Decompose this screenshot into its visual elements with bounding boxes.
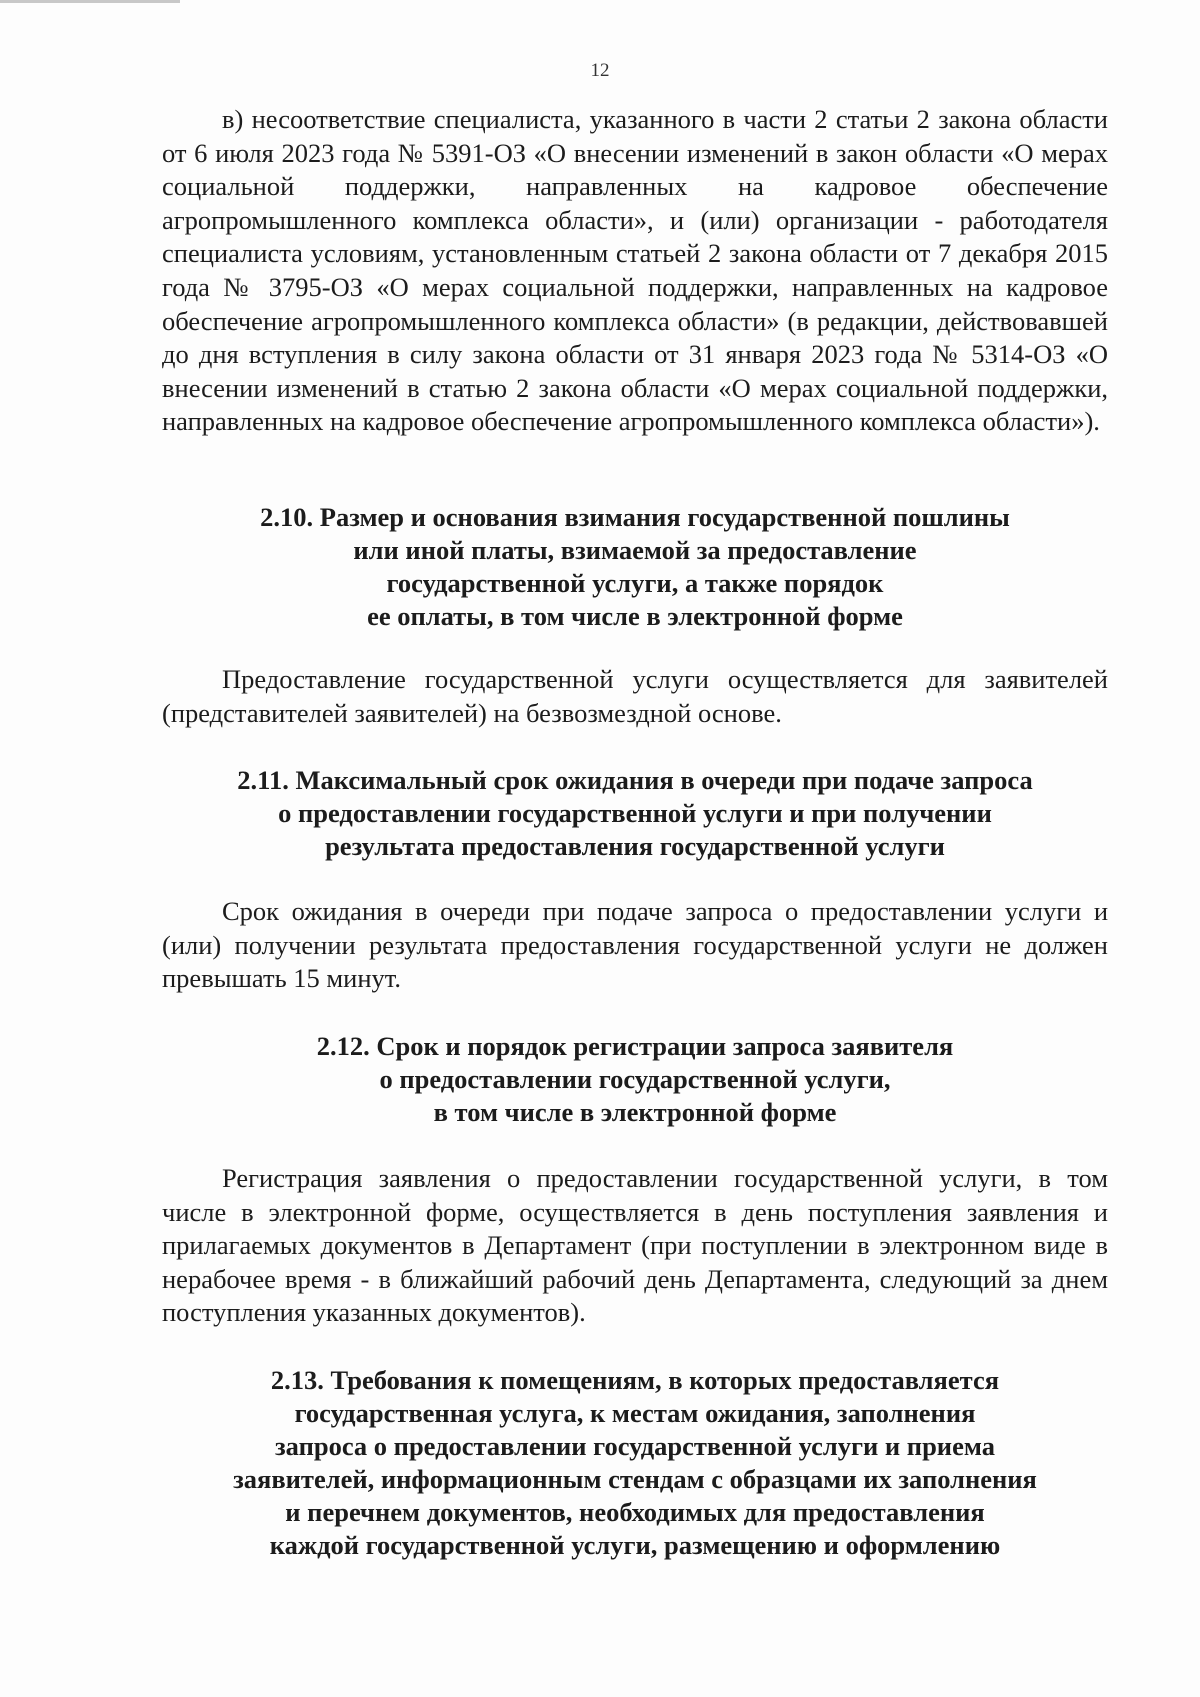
heading-line: в том числе в электронной форме bbox=[433, 1096, 837, 1127]
page-number: 12 bbox=[590, 60, 610, 81]
section-heading-2-11 bbox=[162, 764, 1108, 863]
section-paragraph-2-12: Регистрация заявления о предоставлении государственной услуги, в том числе в электронной форме, осуществляется в день поступления заявления и прилагаемых документов в Департамент (при поступлении в электронном виде в нерабочее время - в ближайший рабочий день Департамента, следующий за днем поступления указанных документов). bbox=[162, 1162, 1108, 1328]
page-content bbox=[162, 103, 1108, 1562]
heading-line: 2.13. Требования к помещениям, в которых предоставляется bbox=[270, 1364, 1000, 1395]
heading-line: 2.10. Размер и основания взимания государственной пошлины bbox=[260, 501, 1010, 532]
section-heading-2-13 bbox=[162, 1364, 1108, 1562]
heading-line: ее оплаты, в том числе в электронной форме bbox=[367, 600, 903, 631]
heading-line: государственной услуги, а также порядок bbox=[386, 567, 884, 598]
heading-line: о предоставлении государственной услуги, bbox=[379, 1063, 891, 1094]
heading-line: 2.11. Максимальный срок ожидания в очереди при подаче запроса bbox=[237, 765, 1033, 796]
heading-line: заявителей, информационным стендам с образцами их заполнения bbox=[233, 1463, 1037, 1494]
section-paragraph-2-11: Срок ожидания в очереди при подаче запроса о предоставлении услуги и (или) получении результата предоставления государственной услуги не должен превышать 15 минут. bbox=[162, 896, 1108, 994]
heading-line: и перечнем документов, необходимых для предоставления bbox=[285, 1496, 985, 1527]
section-paragraph-2-10: Предоставление государственной услуги осуществляется для заявителей (представителей заявителей) на безвозмездной основе. bbox=[162, 663, 1108, 728]
heading-line: или иной платы, взимаемой за предоставление bbox=[353, 534, 917, 565]
heading-line: о предоставлении государственной услуги и при получении bbox=[278, 798, 992, 829]
section-heading-2-12 bbox=[162, 1030, 1108, 1129]
section-heading-2-10 bbox=[162, 501, 1108, 633]
heading-line: государственная услуга, к местам ожидания, заполнения bbox=[294, 1397, 976, 1428]
scan-edge-mark bbox=[0, 0, 180, 3]
heading-line: каждой государственной услуги, размещению и оформлению bbox=[269, 1529, 1001, 1560]
heading-line: 2.12. Срок и порядок регистрации запроса заявителя bbox=[316, 1030, 954, 1061]
heading-line: результата предоставления государственной услуги bbox=[325, 831, 945, 862]
heading-line: запроса о предоставлении государственной услуги и приема bbox=[275, 1430, 995, 1461]
intro-paragraph: в) несоответствие специалиста, указанного в части 2 статьи 2 закона области от 6 июля 2023 года № 5391-ОЗ «О внесении изменений в закон области «О мерах социальной поддержки, направленных на кадровое обеспечение агропромышленного комплекса области», и (или) организации - работодателя специалиста условиям, установленным статьей 2 закона области от 7 декабря 2015 года № 3795-ОЗ «О мерах социальной поддержки, направленных на кадровое обеспечение агропромышленного комплекса области» (в редакции, действовавшей до дня вступления в силу закона области от 31 января 2023 года № 5314-ОЗ «О внесении изменений в статью 2 закона области «О мерах социальной поддержки, направленных на кадровое обеспечение агропромышленного комплекса области»). bbox=[162, 104, 1108, 437]
